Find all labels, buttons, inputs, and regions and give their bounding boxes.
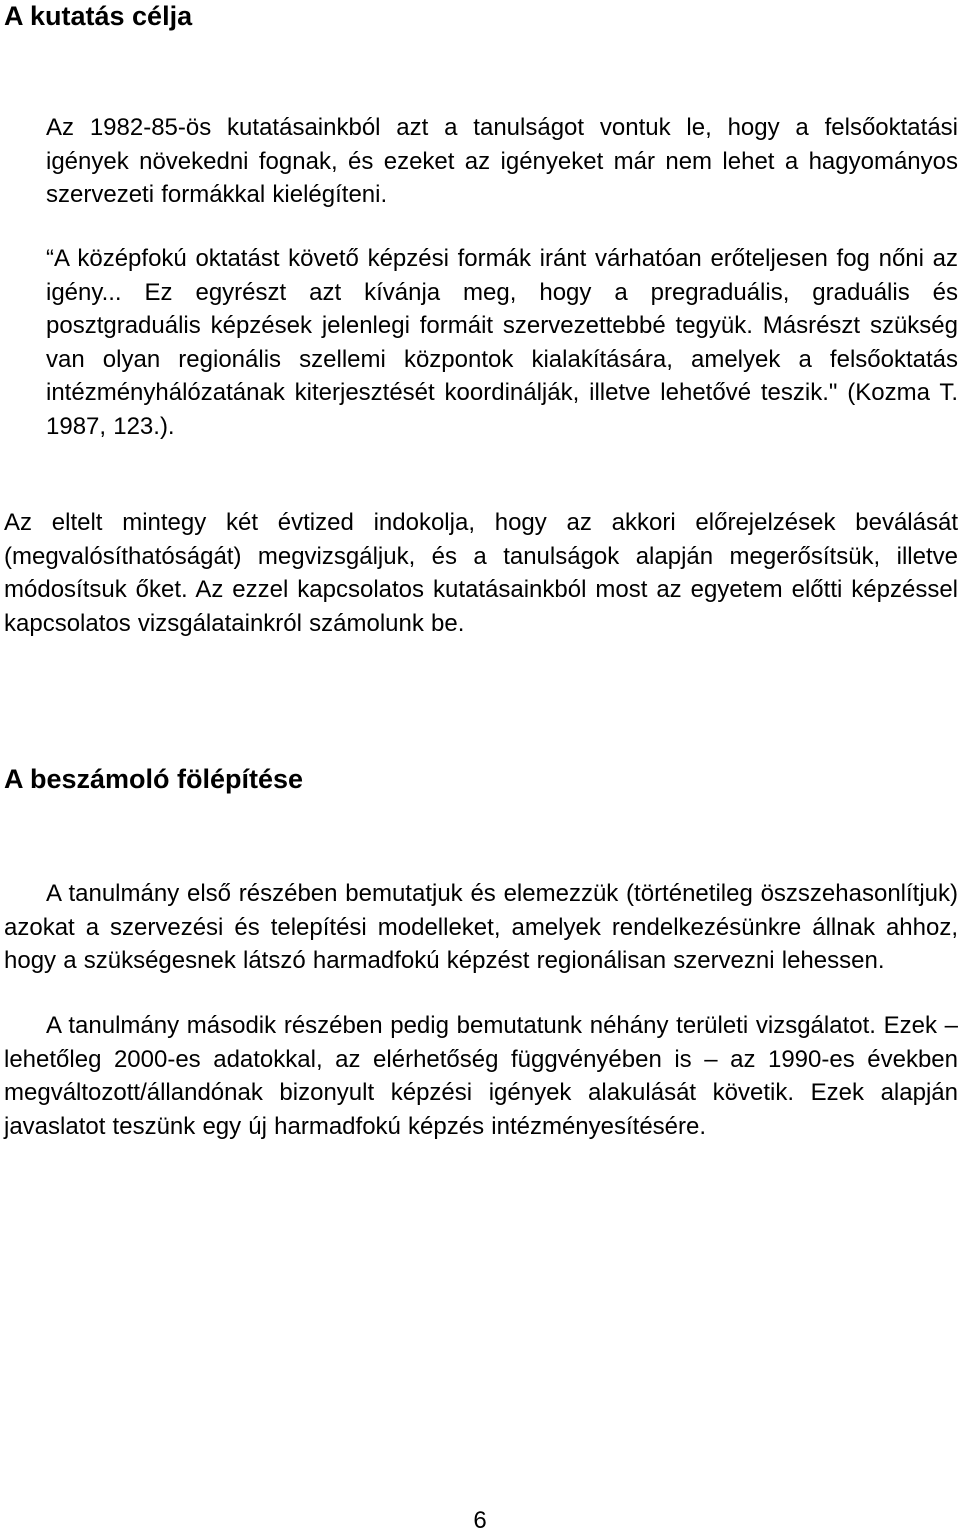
page-number: 6 <box>473 1507 487 1534</box>
paragraph-two-decades: Az eltelt mintegy két évtized indokolja, hogy az akkori előrejelzések beválását (megvalósíthatóságát) megvizsgáljuk, és a tanulságok alapján megerősítsük, illetve módosítsuk őket. Az ezzel kapcsolatos kutatásainkból most az egyetem előtti képzéssel kapcsolatos vizsgálatainkról számolunk be. <box>4 509 958 637</box>
paragraph-first-part: A tanulmány első részében bemutatjuk és elemezzük (történetileg öszszehasonlítjuk) azokat a szervezési és telepítési modelleket, amelyek rendelkezésünkre állnak ahhoz, hogy a szükségesnek látszó harmadfokú képzést regionálisan szervezni lehessen. <box>4 880 958 974</box>
paragraph-quotation: “A középfokú oktatást követő képzési formák iránt várhatóan erőteljesen fog nőni az igény... Ez egyrészt azt kívánja meg, hogy a pregraduális, graduális és posztgraduális képzések jelenlegi formáit szervezettebbé tegyük. Másrészt szükség van olyan regionális szellemi központok kialakítására, amelyek a felsőoktatás intézményhálózatának kiterjesztését koordinálják, illetve lehetővé teszik." (Kozma T. 1987, 123.). <box>46 245 958 440</box>
section-heading-report-structure: A beszámoló fölépítése <box>4 764 304 794</box>
section-heading-research-aim: A kutatás célja <box>4 1 193 31</box>
paragraph-second-part: A tanulmány második részében pedig bemutatunk néhány területi vizsgálatot. Ezek – lehetőleg 2000-es adatokkal, az elérhetőség függvényében is – az 1990-es években megváltozott/állandónak bizonyult képzési igények alakulását követik. Ezek alapján javaslatot teszünk egy új harmadfokú képzés intézményesítésére. <box>4 1012 958 1140</box>
paragraph-research-conclusion: Az 1982-85-ös kutatásainkból azt a tanulságot vontuk le, hogy a felsőoktatási igények növekedni fognak, és ezeket az igényeket már nem lehet a hagyományos szervezeti formákkal kielégíteni. <box>46 114 958 208</box>
